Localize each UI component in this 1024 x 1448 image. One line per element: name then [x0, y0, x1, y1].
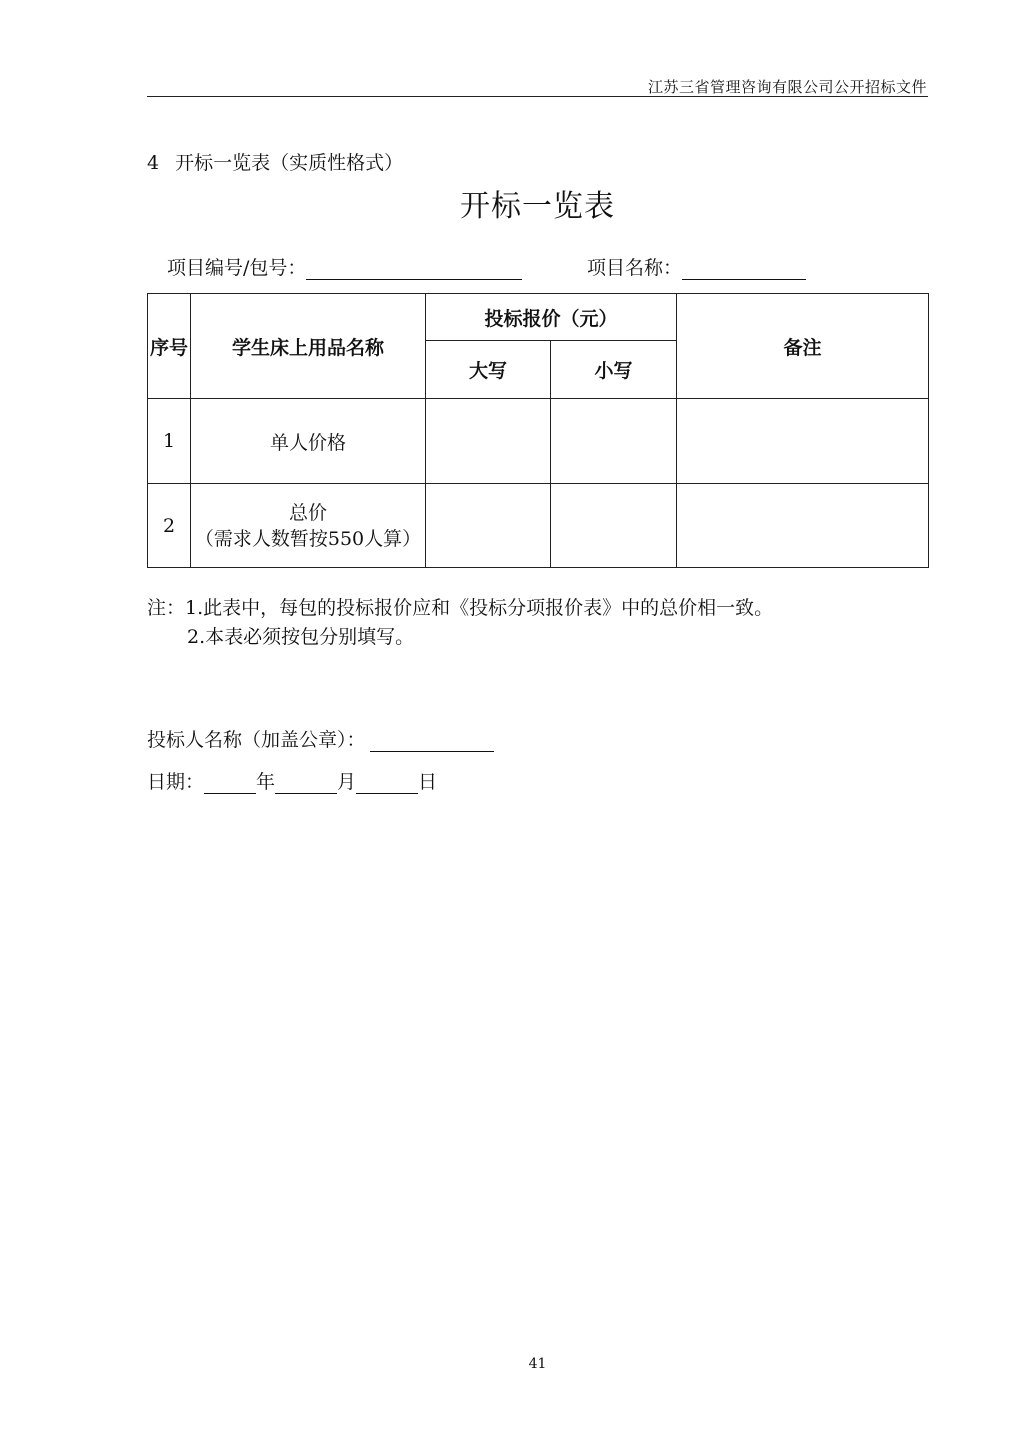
header-bid-price: 投标报价（元） [426, 294, 677, 341]
project-name-field [587, 253, 806, 280]
note-line-1: 注：1.此表中，每包的投标报价应和《投标分项报价表》中的总价相一致。 [147, 597, 774, 619]
bidder-name-field [147, 725, 494, 752]
project-code-blank[interactable] [306, 259, 522, 280]
project-code-field [167, 253, 522, 280]
header-seq: 序号 [148, 294, 191, 399]
year-blank[interactable] [204, 773, 256, 794]
page-title: 开标一览表 [460, 189, 615, 224]
day-blank[interactable] [356, 773, 418, 794]
month-label: 月 [337, 771, 357, 793]
note-line-2: 2.本表必须按包分别填写。 [187, 626, 415, 648]
lowercase-price-cell[interactable] [551, 399, 677, 484]
day-label: 日 [418, 771, 438, 793]
section-heading [147, 148, 403, 175]
uppercase-price-cell[interactable] [426, 399, 551, 484]
row-seq: 1 [148, 399, 191, 484]
header-remarks: 备注 [677, 294, 929, 399]
lowercase-price-cell[interactable] [551, 484, 677, 568]
bidder-name-label: 投标人名称（加盖公章）： [147, 729, 366, 751]
header-divider [147, 96, 928, 97]
table-row [148, 484, 929, 568]
table-row [148, 399, 929, 484]
bid-summary-table [147, 293, 929, 568]
row-item-name: 单人价格 [191, 399, 426, 484]
date-field [147, 767, 437, 794]
page-number: 41 [528, 1356, 547, 1372]
uppercase-price-cell[interactable] [426, 484, 551, 568]
year-label: 年 [256, 771, 276, 793]
project-code-label: 项目编号/包号： [167, 257, 307, 279]
remarks-cell[interactable] [677, 484, 929, 568]
document-header: 江苏三省管理咨询有限公司公开招标文件 [647, 78, 927, 96]
header-item-name: 学生床上用品名称 [191, 294, 426, 399]
month-blank[interactable] [275, 773, 337, 794]
project-name-blank[interactable] [682, 259, 806, 280]
row-seq: 2 [148, 484, 191, 568]
section-heading-text: 开标一览表（实质性格式） [175, 152, 404, 174]
row-item-name [191, 484, 426, 568]
notes [147, 594, 773, 652]
bidder-name-blank[interactable] [370, 731, 494, 752]
header-uppercase: 大写 [426, 341, 551, 399]
remarks-cell[interactable] [677, 399, 929, 484]
row-item-name-line1: 总价 [288, 501, 327, 524]
date-label: 日期： [147, 771, 205, 793]
section-number: 4 [147, 152, 160, 174]
row-item-name-line2: （需求人数暂按550人算） [194, 527, 422, 550]
project-name-label: 项目名称： [587, 257, 683, 279]
header-lowercase: 小写 [551, 341, 677, 399]
